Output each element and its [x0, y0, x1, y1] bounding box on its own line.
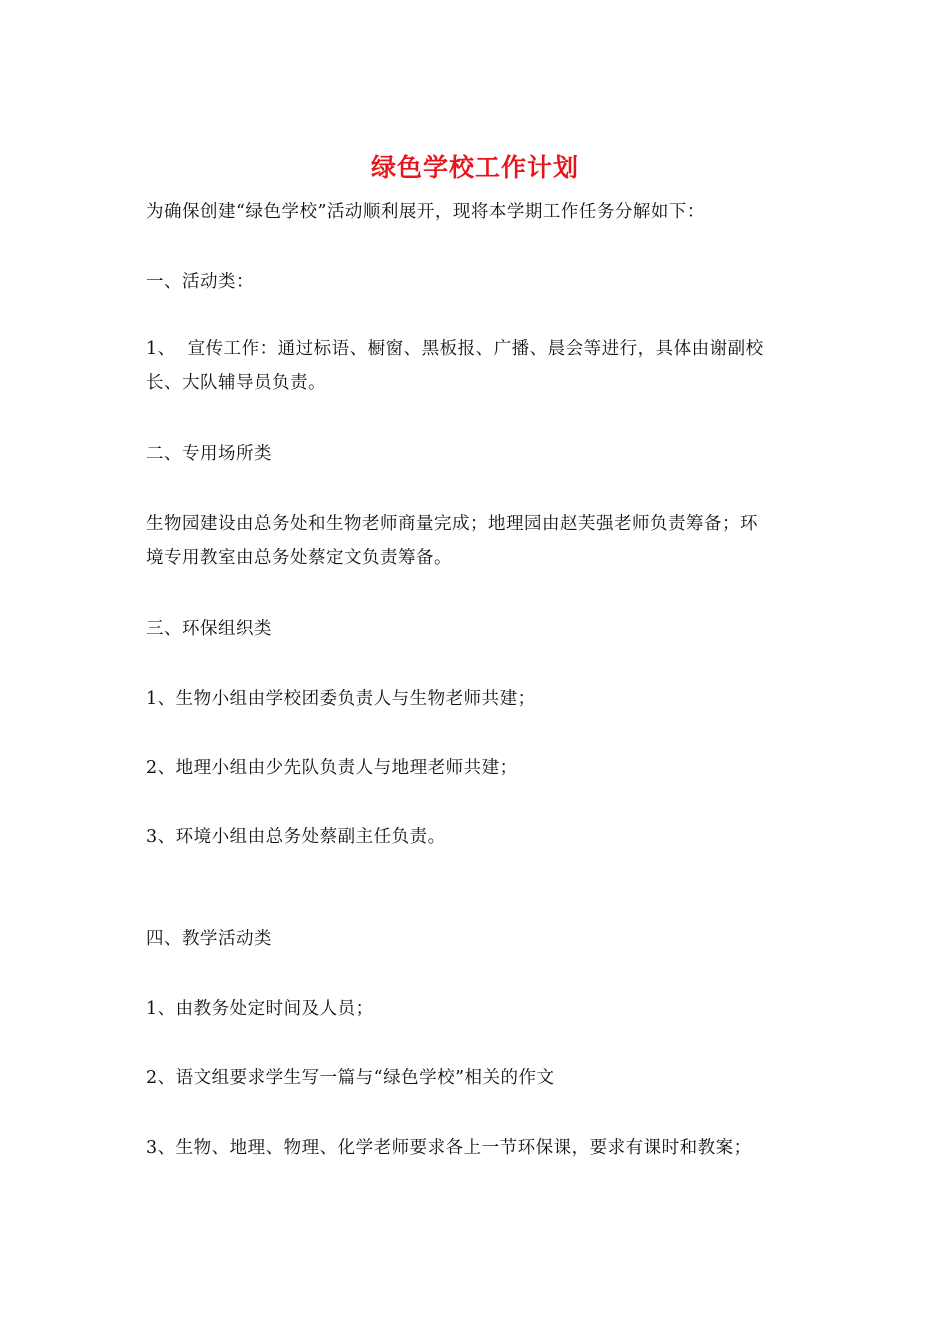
section-1-item-1 [146, 332, 801, 400]
section-4-item-1: 1、由教务处定时间及人员； [146, 999, 374, 1019]
section-2-heading: 二、专用场所类 [146, 444, 272, 464]
section-3-heading: 三、环保组织类 [146, 619, 272, 639]
section-2-body-line-2: 境专用教室由总务处蔡定文负责筹备。 [146, 548, 452, 568]
section-1-item-1-line-2: 长、大队辅导员负责。 [146, 373, 326, 393]
section-4-item-3: 3、生物、地理、物理、化学老师要求各上一节环保课，要求有课时和教案； [146, 1138, 752, 1158]
section-2-body-line-1: 生物园建设由总务处和生物老师商量完成；地理园由赵芙强老师负责筹备；环 [146, 514, 758, 534]
section-3-item-3: 3、环境小组由总务处蔡副主任负责。 [146, 827, 446, 847]
section-2-body [146, 507, 801, 575]
section-4-heading: 四、教学活动类 [146, 929, 272, 949]
section-1-item-1-text: 宣传工作：通过标语、橱窗、黑板报、广播、晨会等进行，具体由谢副校 [187, 339, 764, 359]
section-3-item-1: 1、生物小组由学校团委负责人与生物老师共建； [146, 689, 536, 709]
section-4-item-2: 2、语文组要求学生写一篇与“绿色学校”相关的作文 [146, 1068, 555, 1088]
document-title: 绿色学校工作计划 [370, 153, 579, 182]
section-1-item-1-number: 1、 [146, 339, 176, 359]
section-1-item-1-line-1 [146, 332, 801, 366]
intro-paragraph: 为确保创建“绿色学校”活动顺利展开，现将本学期工作任务分解如下： [146, 202, 705, 222]
section-3-item-2: 2、地理小组由少先队负责人与地理老师共建； [146, 758, 518, 778]
section-1-heading: 一、活动类： [146, 272, 254, 292]
